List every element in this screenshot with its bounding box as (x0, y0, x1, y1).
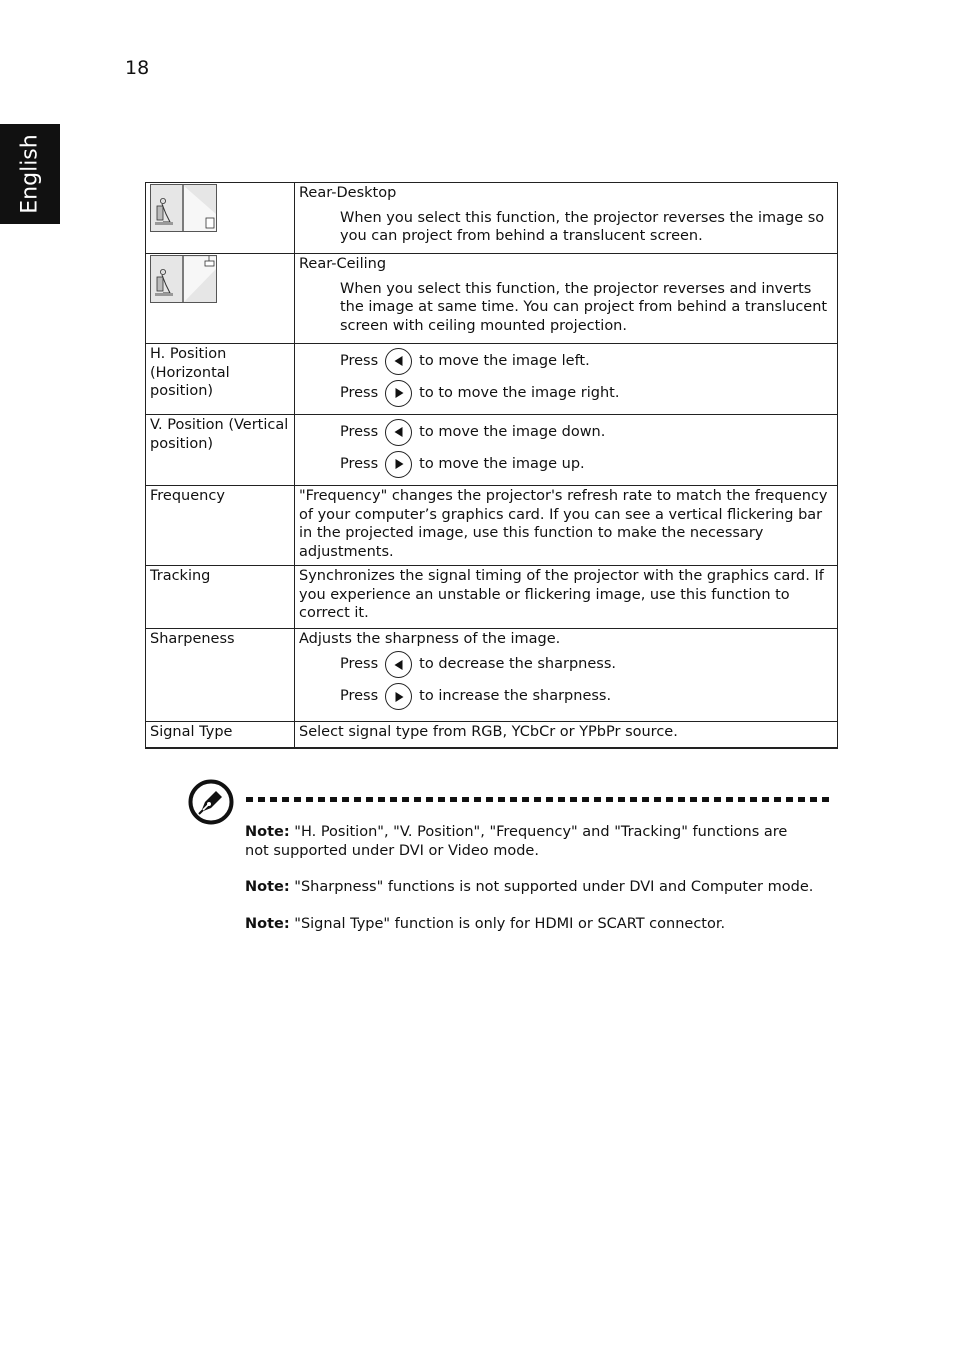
left-arrow-icon (385, 419, 412, 446)
press-line-text: to decrease the sharpness. (419, 656, 616, 673)
rear-ceiling-image-cell (146, 254, 295, 344)
signal-type-description: Select signal type from RGB, YCbCr or YPbPr source. (295, 722, 838, 748)
press-line-left (299, 345, 833, 377)
note-item (245, 878, 815, 897)
press-line-increase (299, 681, 833, 713)
table-row (146, 486, 838, 566)
right-arrow-icon (385, 451, 412, 478)
table-row (146, 344, 838, 415)
note-divider (246, 797, 832, 802)
rear-desktop-title: Rear-Desktop (299, 185, 397, 201)
sharpeness-description (295, 629, 838, 722)
note-text: "Sharpness" functions is not supported under DVI and Computer mode. (294, 879, 814, 895)
settings-table (145, 182, 838, 749)
note-pen-icon (188, 779, 234, 825)
rear-desktop-text: When you select this function, the projector reverses the image so you can project from behind a translucent screen. (340, 209, 825, 244)
frequency-label: Frequency (146, 486, 295, 566)
press-word: Press (340, 656, 379, 673)
rear-desktop-description (295, 183, 838, 254)
sharpeness-label: Sharpeness (146, 629, 295, 722)
press-line-down (299, 416, 833, 448)
note-text: "Signal Type" function is only for HDMI or SCART connector. (294, 915, 726, 932)
press-line-text: to move the image left. (419, 352, 590, 369)
table-row (146, 722, 838, 748)
table-row (146, 629, 838, 722)
note-text: "H. Position", "V. Position", "Frequency" and "Tracking" functions are not supported under DVI or Video mode. (245, 824, 788, 859)
note-item (245, 915, 815, 934)
press-word: Press (340, 384, 379, 401)
note-item (245, 823, 815, 860)
left-arrow-icon (385, 348, 412, 375)
rear-ceiling-description (295, 254, 838, 344)
rear-ceiling-icon (150, 255, 217, 303)
signal-type-label: Signal Type (146, 722, 295, 748)
language-tab-label: English (17, 134, 43, 214)
press-line-text: to increase the sharpness. (419, 688, 612, 705)
rear-ceiling-text: When you select this function, the projector reverses and inverts the image at same time. You can project from behind a translucent screen with ceiling mounted projection. (340, 280, 828, 334)
table-row (146, 415, 838, 486)
table-row (146, 254, 838, 344)
press-word: Press (340, 688, 379, 705)
press-line-text: to to move the image right. (419, 384, 620, 401)
sharpeness-text: Adjusts the sharpness of the image. (299, 631, 561, 647)
right-arrow-icon (385, 380, 412, 407)
press-line-text: to move the image up. (419, 455, 585, 472)
rear-desktop-icon (150, 184, 217, 232)
press-word: Press (340, 455, 379, 472)
right-arrow-icon (385, 683, 412, 710)
press-word: Press (340, 352, 379, 369)
note-label: Note: (245, 824, 290, 840)
press-line-up (299, 448, 833, 480)
notes (245, 823, 815, 951)
language-tab (0, 124, 60, 224)
tracking-label: Tracking (146, 566, 295, 629)
table-row (146, 183, 838, 254)
page-number: 18 (125, 57, 150, 79)
h-position-label: H. Position (Horizontal position) (146, 344, 295, 415)
table-row (146, 566, 838, 629)
v-position-description (295, 415, 838, 486)
press-line-text: to move the image down. (419, 423, 606, 440)
h-position-description (295, 344, 838, 415)
press-word: Press (340, 423, 379, 440)
tracking-description: Synchronizes the signal timing of the projector with the graphics card. If you experience an unstable or flickering image, use this function to correct it. (295, 566, 838, 629)
press-line-right (299, 377, 833, 409)
left-arrow-icon (385, 651, 412, 678)
note-label: Note: (245, 915, 290, 932)
frequency-description: "Frequency" changes the projector's refresh rate to match the frequency of your computer’s graphics card. If you can see a vertical flickering bar in the projected image, use this function to make the necessary adjustments. (295, 486, 838, 566)
rear-ceiling-title: Rear-Ceiling (299, 256, 387, 272)
note-label: Note: (245, 879, 290, 895)
v-position-label: V. Position (Vertical position) (146, 415, 295, 486)
rear-desktop-image-cell (146, 183, 295, 254)
press-line-decrease (299, 649, 833, 681)
